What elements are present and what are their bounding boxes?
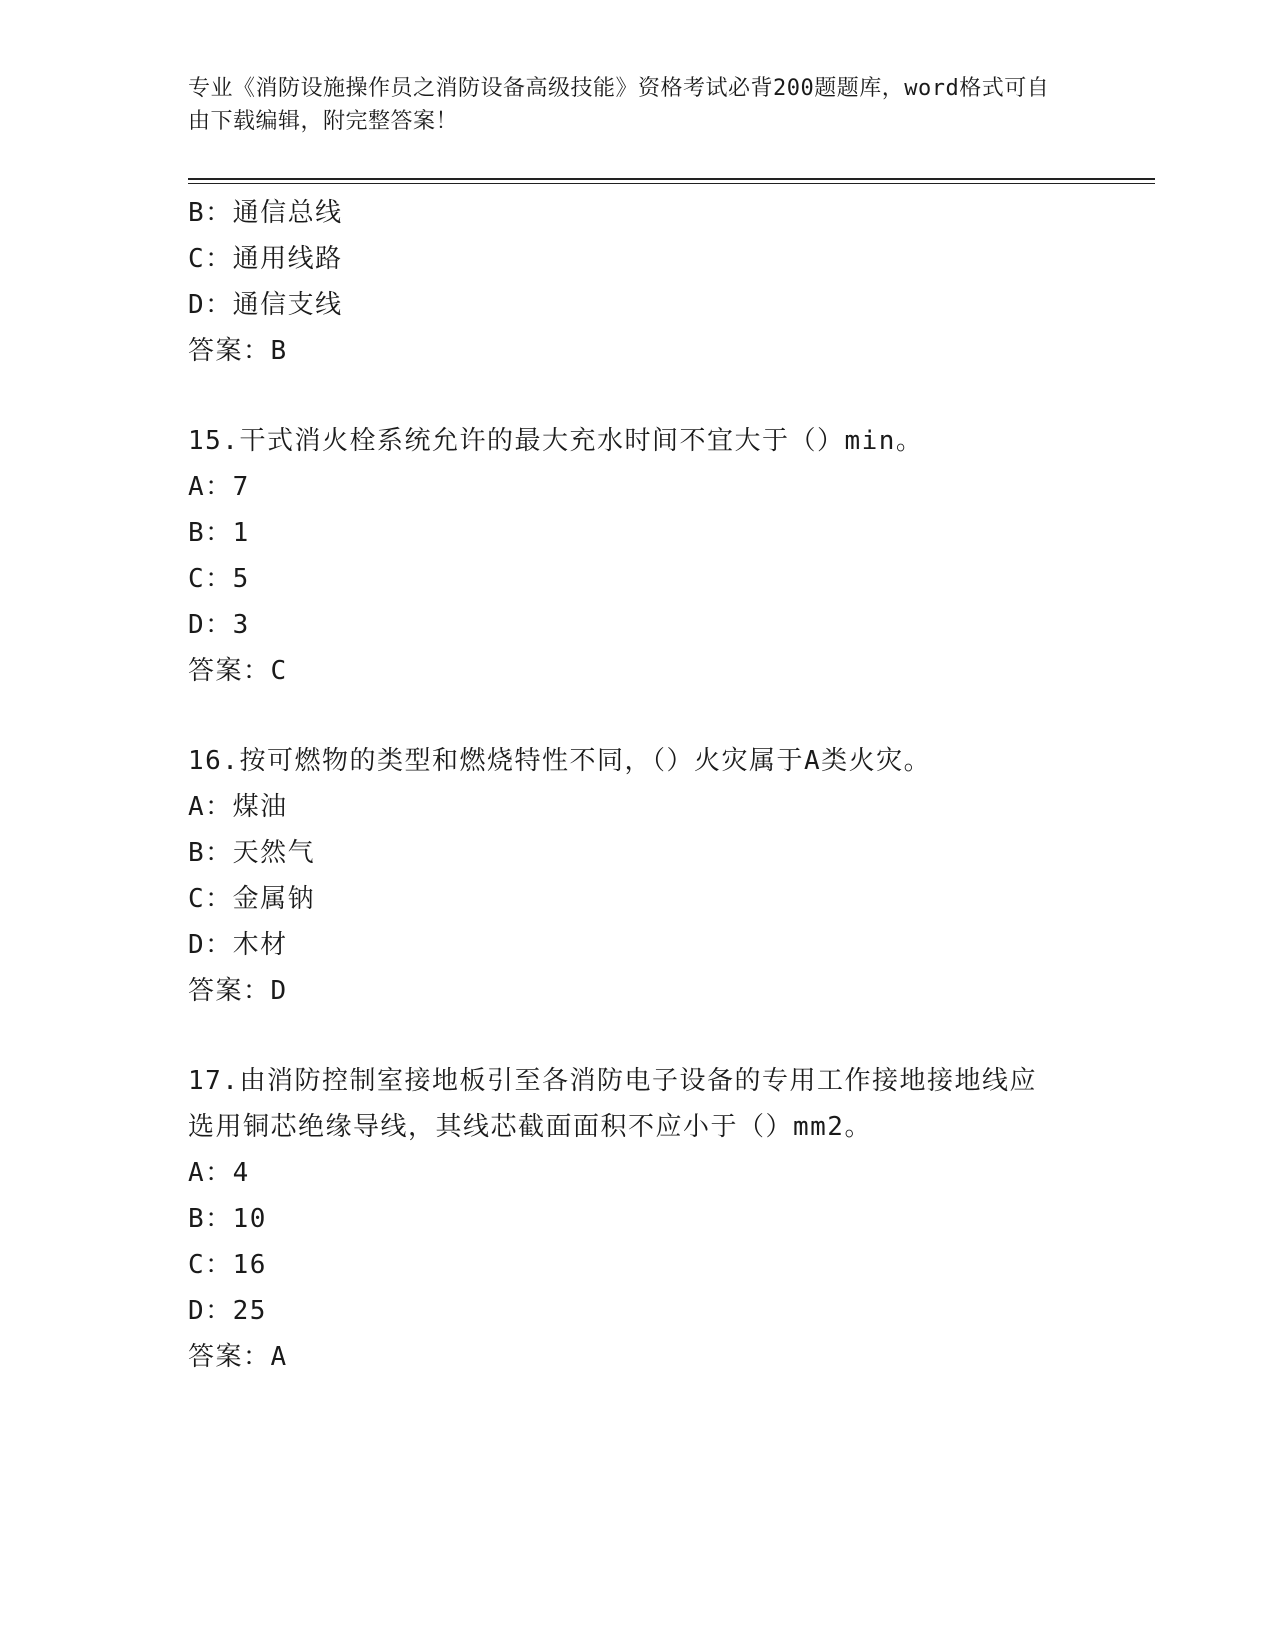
- option-a: A：4: [188, 1158, 250, 1188]
- option-b: B：10: [188, 1204, 267, 1234]
- option-c: C：通用线路: [188, 244, 343, 274]
- option-b: B：1: [188, 518, 250, 548]
- question-stem-line-1: 17.由消防控制室接地板引至各消防电子设备的专用工作接地接地线应: [188, 1066, 1037, 1096]
- option-b: B：天然气: [188, 838, 316, 868]
- question-stem-line-2: 选用铜芯绝缘导线，其线芯截面面积不应小于（）mm2。: [188, 1112, 872, 1142]
- option-b: B：通信总线: [188, 198, 343, 228]
- question-stem: 15.干式消火栓系统允许的最大充水时间不宜大于（）min。: [188, 426, 924, 456]
- answer: 答案：A: [188, 1342, 288, 1372]
- header-divider: [188, 178, 1155, 180]
- answer: 答案：D: [188, 976, 288, 1006]
- question-16: [188, 738, 1088, 1014]
- question-stem: 16.按可燃物的类型和燃烧特性不同，（）火灾属于A类火灾。: [188, 746, 932, 776]
- option-a: A：煤油: [188, 792, 288, 822]
- question-14-continued: [188, 190, 1088, 374]
- document-header: [188, 72, 1068, 138]
- question-15: [188, 418, 1088, 694]
- spacer: [188, 374, 1088, 418]
- option-d: D：25: [188, 1296, 267, 1326]
- document-title: 专业《消防设施操作员之消防设备高级技能》资格考试必背200题题库，word格式可自由下载编辑，附完整答案！: [188, 76, 1050, 134]
- spacer: [188, 1014, 1088, 1058]
- option-d: D：3: [188, 610, 250, 640]
- spacer: [188, 694, 1088, 738]
- header-divider-thin: [188, 183, 1155, 184]
- option-c: C：16: [188, 1250, 267, 1280]
- option-c: C：金属钠: [188, 884, 316, 914]
- option-c: C：5: [188, 564, 250, 594]
- answer: 答案：B: [188, 336, 288, 366]
- question-list: [188, 190, 1088, 1380]
- question-17: [188, 1058, 1088, 1380]
- answer: 答案：C: [188, 656, 288, 686]
- option-d: D：木材: [188, 930, 288, 960]
- option-a: A：7: [188, 472, 250, 502]
- option-d: D：通信支线: [188, 290, 343, 320]
